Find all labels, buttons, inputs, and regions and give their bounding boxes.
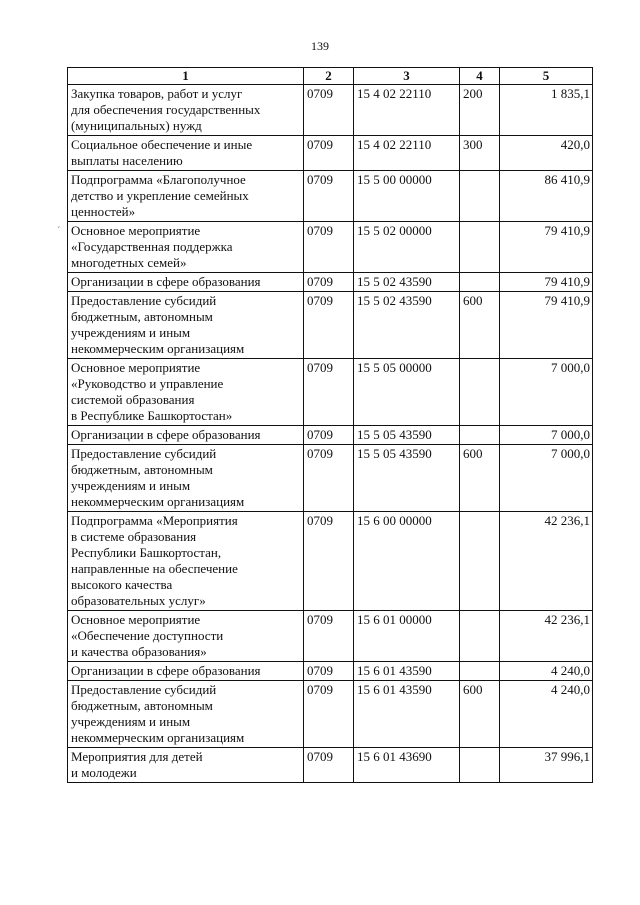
table-row <box>68 359 593 426</box>
table-row <box>68 681 593 748</box>
column-header-section: 2 <box>304 68 354 85</box>
table-row <box>68 611 593 662</box>
page-number: 139 <box>311 39 329 53</box>
cell-name: Основное мероприятие «Обеспечение доступности и качества образования» <box>68 611 304 662</box>
cell-name: Основное мероприятие «Руководство и управление системой образования в Республике Башкортостан» <box>68 359 304 426</box>
table-row <box>68 748 593 783</box>
cell-type <box>460 512 500 611</box>
cell-section: 0709 <box>304 445 354 512</box>
cell-amount: 79 410,9 <box>500 292 593 359</box>
cell-code: 15 5 02 43590 <box>354 273 460 292</box>
cell-section: 0709 <box>304 662 354 681</box>
cell-code: 15 5 05 43590 <box>354 426 460 445</box>
cell-amount: 4 240,0 <box>500 662 593 681</box>
cell-amount: 7 000,0 <box>500 426 593 445</box>
cell-section: 0709 <box>304 611 354 662</box>
column-header-name: 1 <box>68 68 304 85</box>
table-row <box>68 136 593 171</box>
table-row <box>68 171 593 222</box>
table-body <box>68 85 593 783</box>
cell-name: Организации в сфере образования <box>68 273 304 292</box>
cell-type <box>460 748 500 783</box>
cell-name: Закупка товаров, работ и услуг для обеспечения государственных (муниципальных) нужд <box>68 85 304 136</box>
cell-section: 0709 <box>304 222 354 273</box>
cell-section: 0709 <box>304 681 354 748</box>
cell-name: Предоставление субсидий бюджетным, автономным учреждениям и иным некоммерческим организациям <box>68 292 304 359</box>
table-row <box>68 292 593 359</box>
cell-type: 300 <box>460 136 500 171</box>
cell-section: 0709 <box>304 748 354 783</box>
cell-code: 15 5 00 00000 <box>354 171 460 222</box>
cell-amount: 420,0 <box>500 136 593 171</box>
cell-section: 0709 <box>304 136 354 171</box>
table-row <box>68 273 593 292</box>
cell-name: Социальное обеспечение и иные выплаты населению <box>68 136 304 171</box>
cell-section: 0709 <box>304 171 354 222</box>
cell-amount: 7 000,0 <box>500 445 593 512</box>
cell-type <box>460 611 500 662</box>
cell-section: 0709 <box>304 426 354 445</box>
cell-section: 0709 <box>304 273 354 292</box>
cell-amount: 42 236,1 <box>500 611 593 662</box>
cell-name: Подпрограмма «Мероприятия в системе образования Республики Башкортостан, направленные на обеспечение высокого качества образовательных услуг» <box>68 512 304 611</box>
cell-code: 15 5 02 43590 <box>354 292 460 359</box>
cell-code: 15 6 01 43590 <box>354 662 460 681</box>
cell-section: 0709 <box>304 85 354 136</box>
cell-section: 0709 <box>304 512 354 611</box>
cell-type <box>460 171 500 222</box>
table-row <box>68 512 593 611</box>
cell-code: 15 5 02 00000 <box>354 222 460 273</box>
column-header-code: 3 <box>354 68 460 85</box>
table-row <box>68 222 593 273</box>
cell-code: 15 4 02 22110 <box>354 85 460 136</box>
cell-type: 600 <box>460 292 500 359</box>
cell-type <box>460 662 500 681</box>
cell-code: 15 5 05 43590 <box>354 445 460 512</box>
cell-code: 15 6 01 00000 <box>354 611 460 662</box>
cell-type <box>460 222 500 273</box>
cell-amount: 79 410,9 <box>500 222 593 273</box>
cell-code: 15 5 05 00000 <box>354 359 460 426</box>
table-header-row <box>68 68 593 85</box>
table-row <box>68 445 593 512</box>
cell-amount: 1 835,1 <box>500 85 593 136</box>
scan-mark: ´ <box>57 226 61 237</box>
cell-amount: 4 240,0 <box>500 681 593 748</box>
cell-name: Предоставление субсидий бюджетным, автономным учреждениям и иным некоммерческим организациям <box>68 681 304 748</box>
column-header-type: 4 <box>460 68 500 85</box>
table-row <box>68 662 593 681</box>
cell-amount: 79 410,9 <box>500 273 593 292</box>
cell-name: Предоставление субсидий бюджетным, автономным учреждениям и иным некоммерческим организациям <box>68 445 304 512</box>
column-header-amount: 5 <box>500 68 593 85</box>
cell-code: 15 4 02 22110 <box>354 136 460 171</box>
budget-table <box>67 67 593 783</box>
cell-name: Мероприятия для детей и молодежи <box>68 748 304 783</box>
cell-type <box>460 359 500 426</box>
cell-type: 600 <box>460 445 500 512</box>
cell-type: 200 <box>460 85 500 136</box>
cell-code: 15 6 00 00000 <box>354 512 460 611</box>
cell-name: Основное мероприятие «Государственная поддержка многодетных семей» <box>68 222 304 273</box>
cell-code: 15 6 01 43690 <box>354 748 460 783</box>
cell-amount: 7 000,0 <box>500 359 593 426</box>
cell-name: Организации в сфере образования <box>68 426 304 445</box>
table-row <box>68 85 593 136</box>
cell-name: Организации в сфере образования <box>68 662 304 681</box>
cell-type <box>460 426 500 445</box>
cell-type <box>460 273 500 292</box>
cell-amount: 37 996,1 <box>500 748 593 783</box>
cell-amount: 86 410,9 <box>500 171 593 222</box>
cell-name: Подпрограмма «Благополучное детство и укрепление семейных ценностей» <box>68 171 304 222</box>
cell-code: 15 6 01 43590 <box>354 681 460 748</box>
cell-section: 0709 <box>304 359 354 426</box>
table-row <box>68 426 593 445</box>
cell-amount: 42 236,1 <box>500 512 593 611</box>
cell-type: 600 <box>460 681 500 748</box>
cell-section: 0709 <box>304 292 354 359</box>
